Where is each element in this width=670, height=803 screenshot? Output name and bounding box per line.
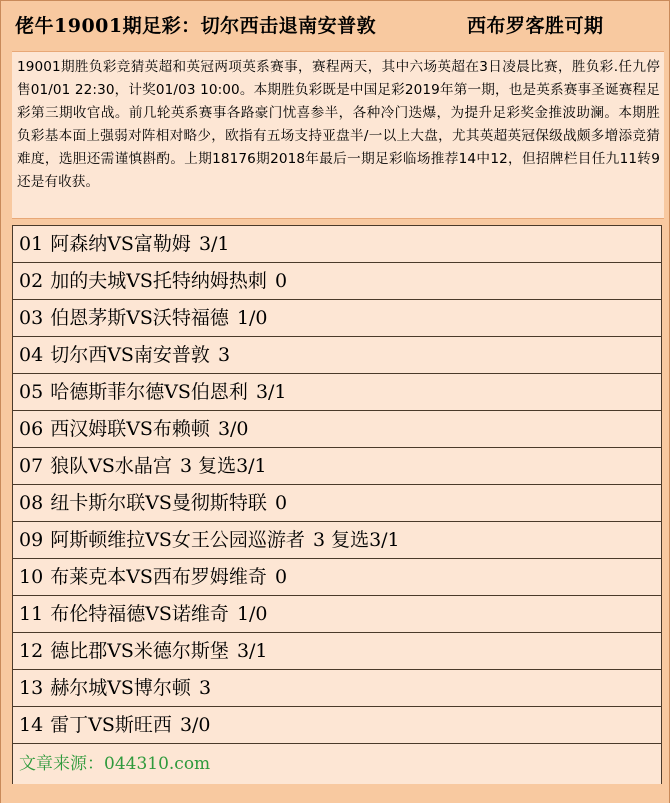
match-pick: 3/0: [217, 418, 249, 440]
match-row: [12, 559, 662, 596]
match-row: [12, 485, 662, 522]
match-pick: 0: [274, 566, 288, 588]
match-pick: 3/1: [255, 381, 287, 403]
match-row: [12, 337, 662, 374]
match-teams: 雷丁VS斯旺西: [50, 714, 172, 736]
match-pick: 1/0: [236, 307, 268, 329]
match-number: 07: [19, 455, 44, 477]
match-number: 09: [19, 529, 44, 551]
match-teams: 纽卡斯尔联VS曼彻斯特联: [50, 492, 267, 514]
match-number: 04: [19, 344, 44, 366]
match-teams: 赫尔城VS博尔顿: [50, 677, 191, 699]
match-row: [12, 300, 662, 337]
match-row: [12, 448, 662, 485]
match-teams: 阿斯顿维拉VS女王公园巡游者: [50, 529, 305, 551]
match-number: 03: [19, 307, 44, 329]
match-number: 12: [19, 640, 44, 662]
match-teams: 布伦特福德VS诺维奇: [50, 603, 229, 625]
match-pick: 3 复选3/1: [179, 455, 267, 477]
intro-paragraph: 19001期胜负彩竞猜英超和英冠两项英系赛事，赛程两天，其中六场英超在3日凌晨比赛，胜负彩.任九停售01/01 22:30，计奖01/03 10:00。本期胜负彩既是中国足彩2019年第一期，也是英系赛事圣诞赛程足彩第三期收官战。前几轮英系赛事各路豪门忧喜参半，各种冷门迭爆，为提升足彩奖金推波助澜。本期胜负彩基本面上强弱对阵相对略少，欧指有五场支持亚盘半/一以上大盘，尤其英超英冠保级战颇多增添竞猜难度，选胆还需谨慎斟酌。上期18176期2018年最后一期足彩临场推荐14中12，但招牌栏目任九11转9还是有收获。: [12, 51, 664, 219]
match-number: 10: [19, 566, 44, 588]
match-number: 14: [19, 714, 44, 736]
match-teams: 阿森纳VS富勒姆: [50, 233, 191, 255]
match-row: [12, 670, 662, 707]
source-line[interactable]: [12, 744, 662, 784]
match-pick: 3: [198, 677, 212, 699]
match-pick: 3/0: [179, 714, 211, 736]
match-number: 11: [19, 603, 44, 625]
match-row: [12, 522, 662, 559]
match-row: [12, 707, 662, 744]
match-number: 08: [19, 492, 44, 514]
match-teams: 加的夫城VS托特纳姆热刺: [50, 270, 267, 292]
match-number: 13: [19, 677, 44, 699]
match-pick: 3/1: [236, 640, 268, 662]
match-number: 02: [19, 270, 44, 292]
article-title: [1, 1, 669, 51]
match-row: [12, 633, 662, 670]
match-row: [12, 596, 662, 633]
title-side: 西布罗客胜可期: [467, 15, 604, 37]
match-pick: 0: [274, 492, 288, 514]
source-text[interactable]: 文章来源：044310.com: [19, 754, 211, 774]
match-number: 05: [19, 381, 44, 403]
match-row: [12, 226, 662, 263]
match-teams: 布莱克本VS西布罗姆维奇: [50, 566, 267, 588]
bottom-border: [1, 795, 669, 803]
match-pick: 3 复选3/1: [312, 529, 400, 551]
match-row: [12, 263, 662, 300]
match-teams: 德比郡VS米德尔斯堡: [50, 640, 229, 662]
match-number: 01: [19, 233, 44, 255]
match-row: [12, 411, 662, 448]
title-main: 佬牛19001期足彩：切尔西击退南安普敦: [15, 15, 377, 37]
match-pick: 0: [274, 270, 288, 292]
match-teams: 切尔西VS南安普敦: [50, 344, 210, 366]
match-pick: 1/0: [236, 603, 268, 625]
match-pick: 3: [217, 344, 231, 366]
match-list: [12, 225, 662, 784]
match-row: [12, 374, 662, 411]
match-teams: 狼队VS水晶宫: [50, 455, 172, 477]
match-pick: 3/1: [198, 233, 230, 255]
match-teams: 哈德斯菲尔德VS伯恩利: [50, 381, 248, 403]
match-teams: 伯恩茅斯VS沃特福德: [50, 307, 229, 329]
match-teams: 西汉姆联VS布赖顿: [50, 418, 210, 440]
match-number: 06: [19, 418, 44, 440]
